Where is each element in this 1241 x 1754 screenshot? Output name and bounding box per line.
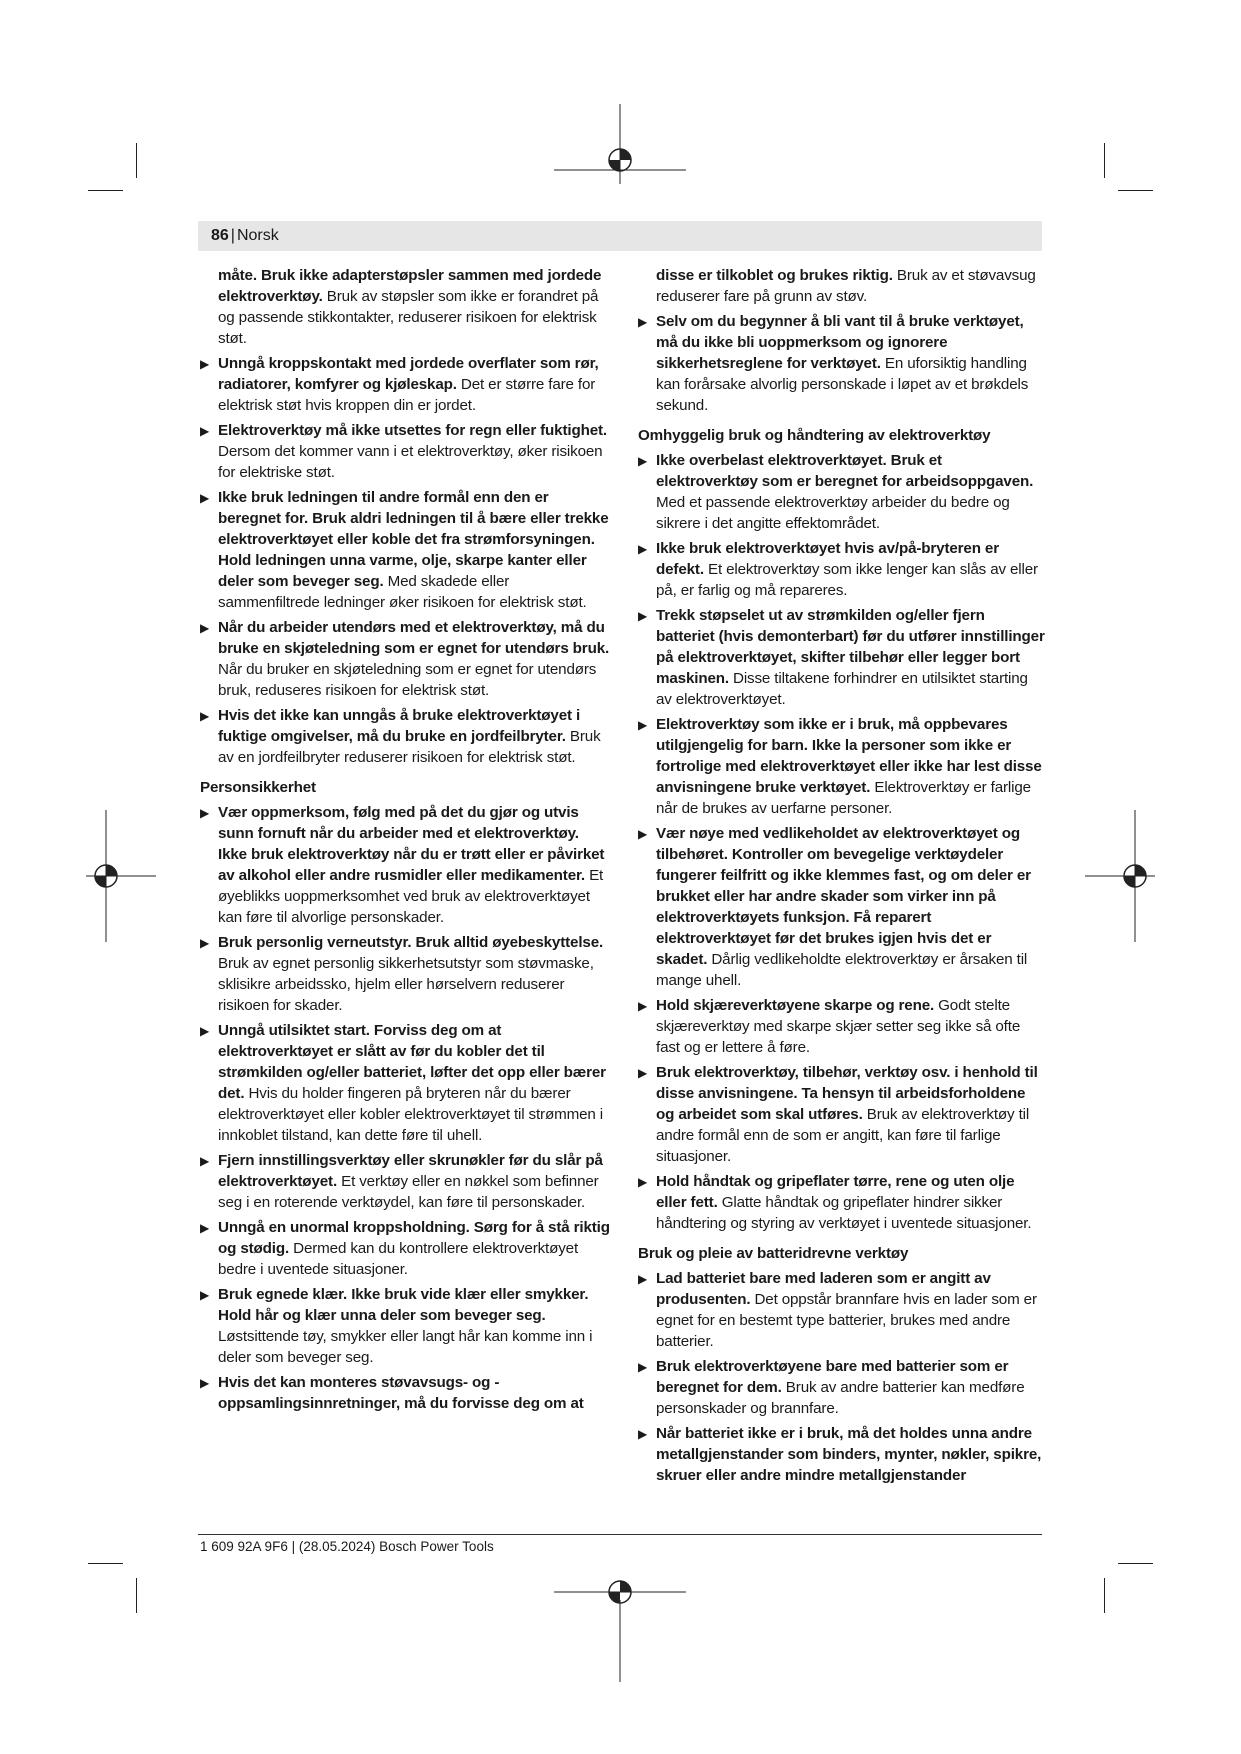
instruction-bold: Ikke bruk ledningen til andre formål enn den er beregnet for. Bruk aldri ledningen til å bære eller trekke elektroverktøyet eller koble det fra strømforsyningen. Hold ledningen unna varme, olje, skarpe kanter eller deler som beveger seg. [218, 489, 609, 590]
page-header: 86 | Norsk [198, 221, 1042, 251]
instruction-text: Hvis du holder fingeren på bryteren når du bærer elektroverktøyet eller kobler elektroverktøyet til strømmen i innkoblet tilstand, kan dette føre til uhell. [218, 1085, 603, 1144]
instruction-text: Når du bruker en skjøteledning som er egnet for utendørs bruk, reduseres risikoen for elektrisk støt. [218, 661, 597, 699]
instruction-bold: Hvis det kan monteres støvavsugs- og -oppsamlingsinnretninger, må du forvisse deg om at [218, 1374, 584, 1412]
section-heading: Omhyggelig bruk og håndtering av elektroverktøy [638, 427, 991, 444]
safety-instruction [638, 995, 1046, 1058]
left-column [200, 265, 610, 1418]
safety-instruction [638, 605, 1046, 710]
crop-mark-bottom-right-v [1104, 1578, 1105, 1613]
instruction-text: Dermed kan du kontrollere elektroverktøyet bedre i uventede situasjoner. [218, 1240, 579, 1278]
instruction-bold: Vær nøye med vedlikeholdet av elektroverktøyet og tilbehøret. Kontroller om bevegelige verktøydeler fungerer feilfritt og ikke klemmes fast, og om deler er brukket eller har andre skader som virker inn på elektroverktøyets funksjon. Få reparert elektroverktøyet før det brukes igjen hvis det er skadet. [656, 825, 1031, 968]
crop-mark-bottom-left-h [88, 1563, 123, 1564]
instruction-text: Bruk av et støvavsug reduserer fare på grunn av støv. [656, 267, 1036, 305]
safety-instruction [638, 311, 1046, 416]
instruction-bold: Trekk støpselet ut av strømkilden og/eller fjern batteriet (hvis demonterbart) før du utfører innstillinger på elektroverktøyet, skifter tilbehør eller legger bort maskinen. [656, 607, 1045, 687]
bullet-arrow-icon: ▶ [638, 827, 648, 841]
instruction-text: Et elektroverktøy som ikke lenger kan slås av eller på, er farlig og må repareres. [656, 561, 1038, 599]
instruction-bold: Elektroverktøy må ikke utsettes for regn eller fuktighet. [218, 422, 607, 439]
bullet-arrow-icon: ▶ [200, 936, 210, 950]
instruction-bold: Ikke overbelast elektroverktøyet. Bruk et elektroverktøy som er beregnet for arbeidsoppgaven. [656, 452, 1034, 490]
safety-instruction [200, 1020, 610, 1146]
safety-instruction [200, 1217, 610, 1280]
instruction-continuation [200, 265, 610, 349]
instruction-text: Med et passende elektroverktøy arbeider du bedre og sikrere i det angitte effektområdet. [656, 494, 1010, 532]
instruction-continuation [638, 265, 1046, 307]
bullet-arrow-icon: ▶ [200, 1376, 210, 1390]
safety-instruction [200, 353, 610, 416]
instruction-text: Et øyeblikks uoppmerksomhet ved bruk av elektroverktøyet kan føre til alvorlige personskader. [218, 867, 604, 926]
safety-instruction [200, 932, 610, 1016]
crop-mark-bottom-right-h [1118, 1563, 1153, 1564]
instruction-bold: Vær oppmerksom, følg med på det du gjør og utvis sunn fornuft når du arbeider med et elektroverktøy. Ikke bruk elektroverktøy når du er trøtt eller er påvirket av alkohol eller andre rusmidler eller medikamenter. [218, 804, 605, 884]
bullet-arrow-icon: ▶ [200, 1154, 210, 1168]
registration-mark-left [86, 810, 156, 942]
bullet-arrow-icon: ▶ [638, 1175, 648, 1189]
bullet-arrow-icon: ▶ [200, 1221, 210, 1235]
safety-instruction [638, 1423, 1046, 1486]
safety-instruction [638, 714, 1046, 819]
crop-mark-top-left-v [136, 143, 137, 178]
safety-instruction [638, 1356, 1046, 1419]
instruction-text: Bruk av egnet personlig sikkerhetsutstyr som støvmaske, sklisikre arbeidssko, hjelm eller hørselvern reduserer risikoen for skader. [218, 955, 594, 1014]
instruction-text: Det oppstår brannfare hvis en lader som er egnet for en bestemt type batterier, brukes med andre batterier. [656, 1291, 1037, 1350]
instruction-bold: Hold håndtak og gripeflater tørre, rene og uten olje eller fett. [656, 1173, 1015, 1211]
page-footer: 1 609 92A 9F6 | (28.05.2024) Bosch Power Tools [200, 1539, 494, 1554]
instruction-text: Bruk av støpsler som ikke er forandret på og passende stikkontakter, reduserer risikoen for elektrisk støt. [218, 288, 599, 347]
instruction-bold: Når du arbeider utendørs med et elektroverktøy, må du bruke en skjøteledning som er egnet for utendørs bruk. [218, 619, 610, 657]
instruction-text: Dersom det kommer vann i et elektroverktøy, øker risikoen for elektriske støt. [218, 443, 603, 481]
crop-mark-top-right-v [1104, 143, 1105, 178]
bullet-arrow-icon: ▶ [638, 609, 648, 623]
safety-instruction [638, 1062, 1046, 1167]
bullet-arrow-icon: ▶ [200, 709, 210, 723]
bullet-arrow-icon: ▶ [200, 1024, 210, 1038]
bullet-arrow-icon: ▶ [638, 315, 648, 329]
bullet-arrow-icon: ▶ [638, 999, 648, 1013]
header-language: Norsk [236, 227, 279, 244]
footer-rule [198, 1534, 1042, 1535]
registration-mark-bottom [554, 1570, 686, 1682]
bullet-arrow-icon: ▶ [638, 1272, 648, 1286]
page-number: 86 [211, 227, 229, 244]
instruction-bold: Når batteriet ikke er i bruk, må det holdes unna andre metallgjenstander som binders, mynter, nøkler, spikre, skruer eller andre mindre metallgjenstander [656, 1425, 1042, 1484]
instruction-bold: Bruk egnede klær. Ikke bruk vide klær eller smykker. Hold hår og klær unna deler som beveger seg. [218, 1286, 589, 1324]
registration-mark-top [554, 104, 686, 216]
safety-instruction [638, 450, 1046, 534]
instruction-bold: Unngå en unormal kroppsholdning. Sørg for å stå riktig og stødig. [218, 1219, 610, 1257]
instruction-bold: Bruk elektroverktøy, tilbehør, verktøy osv. i henhold til disse anvisningene. Ta hensyn til arbeidsforholdene og arbeidet som skal utføres. [656, 1064, 1038, 1123]
bullet-arrow-icon: ▶ [200, 621, 210, 635]
instruction-bold: disse er tilkoblet og brukes riktig. [656, 267, 893, 284]
instruction-bold: Lad batteriet bare med laderen som er angitt av produsenten. [656, 1270, 991, 1308]
bullet-arrow-icon: ▶ [200, 357, 210, 371]
crop-mark-top-right-h [1118, 190, 1153, 191]
instruction-bold: måte. Bruk ikke adapterstøpsler sammen med jordede elektroverktøy. [218, 267, 602, 305]
instruction-text: Løstsittende tøy, smykker eller langt hår kan komme inn i deler som beveger seg. [218, 1328, 593, 1366]
instruction-bold: Elektroverktøy som ikke er i bruk, må oppbevares utilgjengelig for barn. Ikke la personer som ikke er fortrolige med elektroverktøyet eller ikke har lest disse anvisningene bruke verktøyet. [656, 716, 1042, 796]
safety-instruction [638, 1171, 1046, 1234]
safety-instruction [200, 705, 610, 768]
safety-instruction [638, 538, 1046, 601]
instruction-bold: Ikke bruk elektroverktøyet hvis av/på-bryteren er defekt. [656, 540, 999, 578]
instruction-text: Bruk av elektroverktøy til andre formål enn de som er angitt, kan føre til farlige situasjoner. [656, 1106, 1030, 1165]
safety-instruction [200, 1150, 610, 1213]
bullet-arrow-icon: ▶ [638, 1427, 648, 1441]
instruction-bold: Unngå kroppskontakt med jordede overflater som rør, radiatorer, komfyrer og kjøleskap. [218, 355, 599, 393]
safety-instruction [200, 617, 610, 701]
instruction-bold: Fjern innstillingsverktøy eller skrunøkler før du slår på elektroverktøyet. [218, 1152, 603, 1190]
safety-instruction [200, 1372, 610, 1414]
safety-instruction [638, 823, 1046, 991]
safety-instruction [638, 1268, 1046, 1352]
bullet-arrow-icon: ▶ [638, 1066, 648, 1080]
instruction-text: Godt stelte skjæreverktøy med skarpe skjær setter seg ikke så ofte fast og er lettere å føre. [656, 997, 1021, 1056]
instruction-bold: Bruk elektroverktøyene bare med batterier som er beregnet for dem. [656, 1358, 1009, 1396]
bullet-arrow-icon: ▶ [638, 454, 648, 468]
instruction-text: Et verktøy eller en nøkkel som befinner seg i en roterende verktøydel, kan føre til personskader. [218, 1173, 599, 1211]
instruction-bold: Hvis det ikke kan unngås å bruke elektroverktøyet i fuktige omgivelser, må du bruke en jordfeilbryter. [218, 707, 581, 745]
bullet-arrow-icon: ▶ [200, 491, 210, 505]
safety-instruction [200, 1284, 610, 1368]
safety-instruction [200, 802, 610, 928]
instruction-text: Glatte håndtak og gripeflater hindrer sikker håndtering og styring av verktøyet i uventede situasjoner. [656, 1194, 1032, 1232]
instruction-text: En uforsiktig handling kan forårsake alvorlig personskade i løpet av et brøkdels sekund. [656, 355, 1029, 414]
section-heading: Personsikkerhet [200, 779, 316, 796]
instruction-text: Bruk av andre batterier kan medføre personskader og brannfare. [656, 1379, 1025, 1417]
right-column [638, 265, 1046, 1490]
instruction-bold: Selv om du begynner å bli vant til å bruke verktøyet, må du ikke bli uoppmerksom og ignorere sikkerhetsreglene for verktøyet. [656, 313, 1024, 372]
safety-instruction [200, 420, 610, 483]
safety-instruction [200, 487, 610, 613]
instruction-bold: Bruk personlig verneutstyr. Bruk alltid øyebeskyttelse. [218, 934, 604, 951]
instruction-text: Det er større fare for elektrisk støt hvis kroppen din er jordet. [218, 376, 596, 414]
crop-mark-top-left-h [88, 190, 123, 191]
bullet-arrow-icon: ▶ [638, 542, 648, 556]
instruction-bold: Unngå utilsiktet start. Forviss deg om at elektroverktøyet er slått av før du kobler det til strømkilden og/eller batteriet, løfter det opp eller bærer det. [218, 1022, 606, 1102]
instruction-text: Elektroverktøy er farlige når de brukes av uerfarne personer. [656, 779, 1031, 817]
instruction-text: Dårlig vedlikeholdte elektroverktøy er årsaken til mange uhell. [656, 951, 1028, 989]
instruction-text: Med skadede eller sammenfiltrede ledninger øker risikoen for elektrisk støt. [218, 573, 587, 611]
bullet-arrow-icon: ▶ [638, 1360, 648, 1374]
bullet-arrow-icon: ▶ [200, 424, 210, 438]
instruction-text: Bruk av en jordfeilbryter reduserer risikoen for elektrisk støt. [218, 728, 601, 766]
registration-mark-right [1085, 810, 1155, 942]
instruction-text: Disse tiltakene forhindrer en utilsiktet starting av elektroverktøyet. [656, 670, 1028, 708]
instruction-bold: Hold skjæreverktøyene skarpe og rene. [656, 997, 935, 1014]
bullet-arrow-icon: ▶ [200, 806, 210, 820]
bullet-arrow-icon: ▶ [200, 1288, 210, 1302]
bullet-arrow-icon: ▶ [638, 718, 648, 732]
section-heading: Bruk og pleie av batteridrevne verktøy [638, 1245, 909, 1262]
crop-mark-bottom-left-v [136, 1578, 137, 1613]
